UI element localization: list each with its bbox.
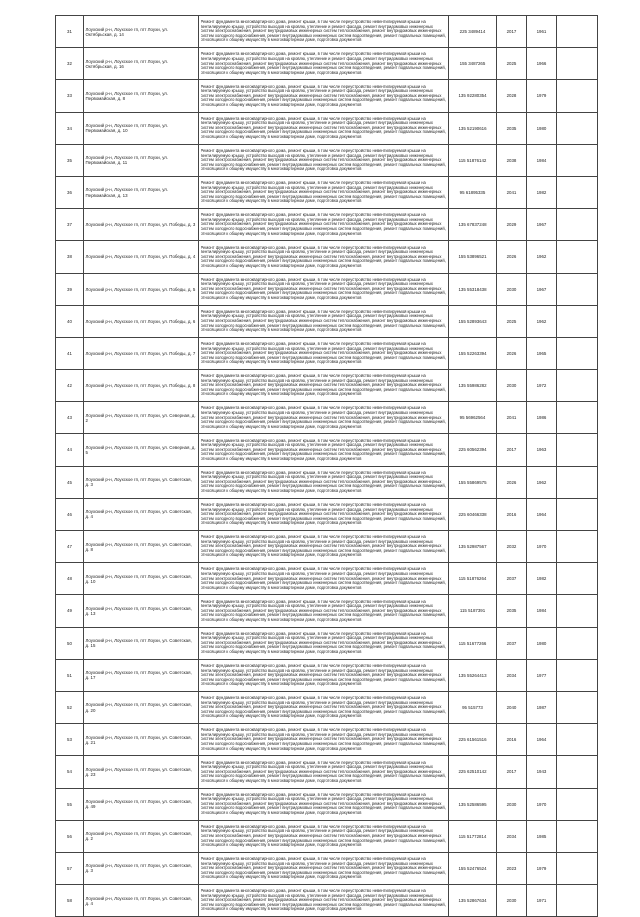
repair-year-cell: 2041	[497, 402, 527, 434]
built-year-cell: 1970	[527, 788, 557, 820]
works-cell	[199, 337, 449, 369]
row-number: 56	[56, 820, 84, 852]
works-cell	[199, 466, 449, 498]
works-text: Ремонт фундамента многоквартирного дома, ремонт крыши, в том числе переустройство невентилируемой крыши на вентилируемую крышу, устройство выходов на кровлю, утепление и ремонт фасада, ремонт внутридомовых инженерных систем электроснабжения, ремонт внутридомовых инженерных систем теплоснабжения, ремонт внутридомовых инженерных систем холодного водоснабжения, ремонт внутридомовых инженерных систем водоотведения, ремонт подвальных помещений, относящихся к общему имуществу в многоквартирном доме, подготовка документов	[200, 663, 446, 687]
row-number: 52	[56, 691, 84, 723]
works-text: Ремонт фундамента многоквартирного дома, ремонт крыши, в том числе переустройство невентилируемой крыши на вентилируемую крышу, устройство выходов на кровлю, утепление и ремонт фасада, ремонт внутридомовых инженерных систем электроснабжения, ремонт внутридомовых инженерных систем теплоснабжения, ремонт внутридомовых инженерных систем холодного водоснабжения, ремонт внутридомовых инженерных систем водоотведения, ремонт подвальных помещений, относящихся к общему имуществу в многоквартирном доме, подготовка документов	[200, 599, 446, 622]
address-cell: Лоухский р-н, Лоухское гп, пгт Лоухи, ул. Советская, д. 23	[84, 756, 199, 788]
repair-year-cell: 2026	[497, 466, 527, 498]
works-cell	[199, 691, 449, 723]
works-cell	[199, 820, 449, 852]
address-cell: Лоухский р-н, Лоухское гп, пгт Лоухи, ул. Октябрьская, д. 16	[84, 48, 199, 80]
empty-cell	[557, 498, 598, 530]
built-year-cell: 1962	[527, 305, 557, 337]
repair-year-cell: 2037	[497, 563, 527, 595]
row-number: 58	[56, 885, 84, 917]
empty-cell	[557, 144, 598, 176]
works-text: Ремонт фундамента многоквартирного дома, ремонт крыши, в том числе переустройство невентилируемой крыши на вентилируемую крышу, устройство выходов на кровлю, утепление и ремонт фасада, ремонт внутридомовых инженерных систем электроснабжения, ремонт внутридомовых инженерных систем теплоснабжения, ремонт внутридомовых инженерных систем холодного водоснабжения, ремонт внутридомовых инженерных систем водоотведения, ремонт подвальных помещений, относящихся к общему имуществу в многоквартирном доме, подготовка документов	[200, 503, 446, 526]
works-cell	[199, 370, 449, 402]
address-cell: Лоухский р-н, Лоухское гп, пгт Лоухи, ул. Советская, д. 2	[84, 820, 199, 852]
row-number: 41	[56, 337, 84, 369]
repair-year-cell: 2030	[497, 885, 527, 917]
address-cell: Лоухский р-н, Лоухское гп, пгт Лоухи, ул. Победы, д. 4	[84, 241, 199, 273]
row-number: 32	[56, 48, 84, 80]
works-cell	[199, 16, 449, 48]
repair-year-cell: 2017	[497, 16, 527, 48]
built-year-cell: 1963	[527, 434, 557, 466]
row-number: 53	[56, 724, 84, 756]
table-row	[56, 659, 598, 691]
table-row	[56, 16, 598, 48]
repair-year-cell: 2017	[497, 756, 527, 788]
works-text: Ремонт фундамента многоквартирного дома, ремонт крыши, в том числе переустройство невентилируемой крыши на вентилируемую крышу, устройство выходов на кровлю, утепление и ремонт фасада, ремонт внутридомовых инженерных систем электроснабжения, ремонт внутридомовых инженерных систем теплоснабжения, ремонт внутридомовых инженерных систем холодного водоснабжения, ремонт внутридомовых инженерных систем водоотведения, ремонт подвальных помещений, относящихся к общему имуществу в многоквартирном доме, подготовка документов	[200, 84, 446, 107]
repair-year-cell: 2032	[497, 531, 527, 563]
repair-year-cell: 2026	[497, 241, 527, 273]
address-cell: Лоухский р-н, Лоухское гп, пгт Лоухи, ул. Победы, д. 5	[84, 273, 199, 305]
table-row	[56, 531, 598, 563]
works-cell	[199, 112, 449, 144]
built-year-cell: 1970	[527, 531, 557, 563]
row-number: 31	[56, 16, 84, 48]
repair-year-cell: 2034	[497, 659, 527, 691]
cost-cell: 155 53896521	[449, 241, 497, 273]
built-year-cell: 1962	[527, 466, 557, 498]
document-page	[55, 15, 597, 917]
empty-cell	[557, 80, 598, 112]
works-cell	[199, 209, 449, 241]
cost-cell: 115 51876142	[449, 144, 497, 176]
table-row	[56, 852, 598, 884]
row-number: 38	[56, 241, 84, 273]
works-text: Ремонт фундамента многоквартирного дома, ремонт крыши, в том числе переустройство невентилируемой крыши на вентилируемую крышу, устройство выходов на кровлю, утепление и ремонт фасада, ремонт внутридомовых инженерных систем электроснабжения, ремонт внутридомовых инженерных систем теплоснабжения, ремонт внутридомовых инженерных систем холодного водоснабжения, ремонт внутридомовых инженерных систем водоотведения, ремонт подвальных помещений, относящихся к общему имуществу в многоквартирном доме, подготовка документов	[200, 760, 446, 783]
works-cell	[199, 402, 449, 434]
empty-cell	[557, 209, 598, 241]
works-text: Ремонт фундамента многоквартирного дома, ремонт крыши, в том числе переустройство невентилируемой крыши на вентилируемую крышу, устройство выходов на кровлю, утепление и ремонт фасада, ремонт внутридомовых инженерных систем электроснабжения, ремонт внутридомовых инженерных систем теплоснабжения, ремонт внутридомовых инженерных систем холодного водоснабжения, ремонт внутридомовых инженерных систем водоотведения, ремонт подвальных помещений, относящихся к общему имуществу в многоквартирном доме, подготовка документов	[200, 857, 446, 880]
address-cell: Лоухский р-н, Лоухское гп, пгт Лоухи, ул. Советская, д. 20	[84, 691, 199, 723]
address-cell: Лоухский р-н, Лоухское гп, пгт Лоухи, ул. Победы, д. 3	[84, 209, 199, 241]
table-row	[56, 820, 598, 852]
built-year-cell: 1964	[527, 498, 557, 530]
works-text: Ремонт фундамента многоквартирного дома, ремонт крыши, в том числе переустройство невентилируемой крыши на вентилируемую крышу, устройство выходов на кровлю, утепление и ремонт фасада, ремонт внутридомовых инженерных систем электроснабжения, ремонт внутридомовых инженерных систем теплоснабжения, ремонт внутридомовых инженерных систем холодного водоснабжения, ремонт внутридомовых инженерных систем водоотведения, ремонт подвальных помещений, относящихся к общему имуществу в многоквартирном доме, подготовка документов	[200, 52, 446, 75]
works-cell	[199, 48, 449, 80]
cost-cell: 155 3487265	[449, 48, 497, 80]
empty-cell	[557, 402, 598, 434]
works-cell	[199, 144, 449, 176]
empty-cell	[557, 820, 598, 852]
row-number: 34	[56, 112, 84, 144]
address-cell: Лоухский р-н, Лоухское гп, пгт Лоухи, ул. Октябрьская, д. 14	[84, 16, 199, 48]
built-year-cell: 1972	[527, 370, 557, 402]
table-row	[56, 112, 598, 144]
table-row	[56, 434, 598, 466]
row-number: 54	[56, 756, 84, 788]
built-year-cell: 1962	[527, 241, 557, 273]
built-year-cell: 1971	[527, 885, 557, 917]
built-year-cell: 1977	[527, 659, 557, 691]
cost-cell: 135 52190616	[449, 112, 497, 144]
works-text: Ремонт фундамента многоквартирного дома, ремонт крыши, в том числе переустройство невентилируемой крыши на вентилируемую крышу, устройство выходов на кровлю, утепление и ремонт фасада, ремонт внутридомовых инженерных систем электроснабжения, ремонт внутридомовых инженерных систем теплоснабжения, ремонт внутридомовых инженерных систем холодного водоснабжения, ремонт внутридомовых инженерных систем водоотведения, ремонт подвальных помещений, относящихся к общему имуществу в многоквартирном доме, подготовка документов	[200, 181, 446, 204]
cost-cell: 225 61561516	[449, 724, 497, 756]
table-row	[56, 337, 598, 369]
cost-cell: 115 5187391	[449, 595, 497, 627]
repair-year-cell: 2035	[497, 595, 527, 627]
empty-cell	[557, 273, 598, 305]
works-text: Ремонт фундамента многоквартирного дома, ремонт крыши, в том числе переустройство невентилируемой крыши на вентилируемую крышу, устройство выходов на кровлю, утепление и ремонт фасада, ремонт внутридомовых инженерных систем электроснабжения, ремонт внутридомовых инженерных систем теплоснабжения, ремонт внутридомовых инженерных систем холодного водоснабжения, ремонт внутридомовых инженерных систем водоотведения, ремонт подвальных помещений, относящихся к общему имуществу в многоквартирном доме, подготовка документов	[200, 309, 446, 333]
works-text: Ремонт фундамента многоквартирного дома, ремонт крыши, в том числе переустройство невентилируемой крыши на вентилируемую крышу, устройство выходов на кровлю, утепление и ремонт фасада, ремонт внутридомовых инженерных систем электроснабжения, ремонт внутридомовых инженерных систем теплоснабжения, ремонт внутридомовых инженерных систем холодного водоснабжения, ремонт внутридомовых инженерных систем водоотведения, ремонт подвальных помещений, относящихся к общему имуществу в многоквартирном доме, подготовка документов	[200, 567, 446, 590]
repair-year-cell: 2029	[497, 209, 527, 241]
address-cell: Лоухский р-н, Лоухское гп, пгт Лоухи, ул. Первомайская, д. 10	[84, 112, 199, 144]
works-cell	[199, 756, 449, 788]
works-cell	[199, 852, 449, 884]
address-cell: Лоухский р-н, Лоухское гп, пгт Лоухи, ул. Победы, д. 8	[84, 370, 199, 402]
built-year-cell: 1979	[527, 852, 557, 884]
built-year-cell: 1984	[527, 595, 557, 627]
row-number: 55	[56, 788, 84, 820]
table-row	[56, 370, 598, 402]
works-cell	[199, 80, 449, 112]
empty-cell	[557, 852, 598, 884]
capital-repair-table	[55, 15, 598, 917]
built-year-cell: 1967	[527, 209, 557, 241]
cost-cell: 225 62510142	[449, 756, 497, 788]
cost-cell: 155 55869575	[449, 466, 497, 498]
table-row	[56, 691, 598, 723]
works-cell	[199, 563, 449, 595]
works-text: Ремонт фундамента многоквартирного дома, ремонт крыши, в том числе переустройство невентилируемой крыши на вентилируемую крышу, устройство выходов на кровлю, утепление и ремонт фасада, ремонт внутридомовых инженерных систем электроснабжения, ремонт внутридомовых инженерных систем теплоснабжения, ремонт внутридомовых инженерных систем холодного водоснабжения, ремонт внутридомовых инженерных систем водоотведения, ремонт подвальных помещений, относящихся к общему имуществу в многоквартирном доме, подготовка документов	[200, 245, 446, 268]
repair-year-cell: 2025	[497, 305, 527, 337]
cost-cell: 135 52867634	[449, 885, 497, 917]
repair-year-cell: 2017	[497, 434, 527, 466]
repair-year-cell: 2034	[497, 820, 527, 852]
works-text: Ремонт фундамента многоквартирного дома, ремонт крыши, в том числе переустройство невентилируемой крыши на вентилируемую крышу, устройство выходов на кровлю, утепление и ремонт фасада, ремонт внутридомовых инженерных систем электроснабжения, ремонт внутридомовых инженерных систем теплоснабжения, ремонт внутридомовых инженерных систем холодного водоснабжения, ремонт внутридомовых инженерных систем водоотведения, ремонт подвальных помещений, относящихся к общему имуществу в многоквартирном доме, подготовка документов	[200, 470, 446, 494]
empty-cell	[557, 48, 598, 80]
table-row	[56, 627, 598, 659]
table-row	[56, 724, 598, 756]
repair-year-cell: 2025	[497, 48, 527, 80]
empty-cell	[557, 305, 598, 337]
built-year-cell: 1980	[527, 627, 557, 659]
cost-cell: 115 51772814	[449, 820, 497, 852]
repair-year-cell: 2016	[497, 498, 527, 530]
table-row	[56, 788, 598, 820]
cost-cell: 225 60562394	[449, 434, 497, 466]
empty-cell	[557, 434, 598, 466]
empty-cell	[557, 466, 598, 498]
works-cell	[199, 788, 449, 820]
table-row	[56, 241, 598, 273]
row-number: 48	[56, 563, 84, 595]
empty-cell	[557, 595, 598, 627]
works-cell	[199, 273, 449, 305]
works-cell	[199, 531, 449, 563]
address-cell: Лоухский р-н, Лоухское гп, пгт Лоухи, ул. Северная, д. 2	[84, 402, 199, 434]
cost-cell: 115 51876264	[449, 563, 497, 595]
works-text: Ремонт фундамента многоквартирного дома, ремонт крыши, в том числе переустройство невентилируемой крыши на вентилируемую крышу, устройство выходов на кровлю, утепление и ремонт фасада, ремонт внутридомовых инженерных систем электроснабжения, ремонт внутридомовых инженерных систем теплоснабжения, ремонт внутридомовых инженерных систем холодного водоснабжения, ремонт внутридомовых инженерных систем водоотведения, ремонт подвальных помещений, относящихся к общему имуществу в многоквартирном доме, подготовка документов	[200, 20, 446, 43]
cost-cell: 135 67837248	[449, 209, 497, 241]
cost-cell: 135 55318438	[449, 273, 497, 305]
works-cell	[199, 595, 449, 627]
address-cell: Лоухский р-н, Лоухское гп, пгт Лоухи, ул. Первомайская, д. 13	[84, 176, 199, 208]
row-number: 42	[56, 370, 84, 402]
built-year-cell: 1965	[527, 337, 557, 369]
address-cell: Лоухский р-н, Лоухское гп, пгт Лоухи, ул. Советская, д. 49	[84, 788, 199, 820]
empty-cell	[557, 756, 598, 788]
empty-cell	[557, 370, 598, 402]
table-row	[56, 466, 598, 498]
row-number: 57	[56, 852, 84, 884]
address-cell: Лоухский р-н, Лоухское гп, пгт Лоухи, ул. Советская, д. 8	[84, 531, 199, 563]
row-number: 37	[56, 209, 84, 241]
cost-cell: 155 52476524	[449, 852, 497, 884]
address-cell: Лоухский р-н, Лоухское гп, пгт Лоухи, ул. Победы, д. 7	[84, 337, 199, 369]
row-number: 36	[56, 176, 84, 208]
repair-year-cell: 2038	[497, 144, 527, 176]
built-year-cell: 1984	[527, 144, 557, 176]
works-text: Ремонт фундамента многоквартирного дома, ремонт крыши, в том числе переустройство невентилируемой крыши на вентилируемую крышу, устройство выходов на кровлю, утепление и ремонт фасада, ремонт внутридомовых инженерных систем электроснабжения, ремонт внутридомовых инженерных систем теплоснабжения, ремонт внутридомовых инженерных систем холодного водоснабжения, ремонт внутридомовых инженерных систем водоотведения, ремонт подвальных помещений, относящихся к общему имуществу в многоквартирном доме, подготовка документов	[200, 374, 446, 397]
address-cell: Лоухский р-н, Лоухское гп, пгт Лоухи, ул. Советская, д. 13	[84, 595, 199, 627]
address-cell: Лоухский р-н, Лоухское гп, пгт Лоухи, ул. Советская, д. 10	[84, 563, 199, 595]
empty-cell	[557, 691, 598, 723]
cost-cell: 155 52263394	[449, 337, 497, 369]
address-cell: Лоухский р-н, Лоухское гп, пгт Лоухи, ул. Первомайская, д. 11	[84, 144, 199, 176]
works-text: Ремонт фундамента многоквартирного дома, ремонт крыши, в том числе переустройство невентилируемой крыши на вентилируемую крышу, устройство выходов на кровлю, утепление и ремонт фасада, ремонт внутридомовых инженерных систем электроснабжения, ремонт внутридомовых инженерных систем теплоснабжения, ремонт внутридомовых инженерных систем холодного водоснабжения, ремонт внутридомовых инженерных систем водоотведения, ремонт подвальных помещений, относящихся к общему имуществу в многоквартирном доме, подготовка документов	[200, 631, 446, 654]
table-row	[56, 273, 598, 305]
empty-cell	[557, 112, 598, 144]
row-number: 49	[56, 595, 84, 627]
row-number: 50	[56, 627, 84, 659]
built-year-cell: 1961	[527, 16, 557, 48]
empty-cell	[557, 788, 598, 820]
repair-year-cell: 2040	[497, 691, 527, 723]
cost-cell: 95 515773	[449, 691, 497, 723]
table-row	[56, 563, 598, 595]
address-cell: Лоухский р-н, Лоухское гп, пгт Лоухи, ул. Северная, д. 5	[84, 434, 199, 466]
row-number: 40	[56, 305, 84, 337]
cost-cell: 95 61895335	[449, 176, 497, 208]
table-row	[56, 402, 598, 434]
cost-cell: 115 51677266	[449, 627, 497, 659]
works-text: Ремонт фундамента многоквартирного дома, ремонт крыши, в том числе переустройство невентилируемой крыши на вентилируемую крышу, устройство выходов на кровлю, утепление и ремонт фасада, ремонт внутридомовых инженерных систем электроснабжения, ремонт внутридомовых инженерных систем теплоснабжения, ремонт внутридомовых инженерных систем холодного водоснабжения, ремонт внутридомовых инженерных систем водоотведения, ремонт подвальных помещений, относящихся к общему имуществу в многоквартирном доме, подготовка документов	[200, 696, 446, 719]
empty-cell	[557, 627, 598, 659]
empty-cell	[557, 241, 598, 273]
empty-cell	[557, 176, 598, 208]
works-text: Ремонт фундамента многоквартирного дома, ремонт крыши, в том числе переустройство невентилируемой крыши на вентилируемую крышу, устройство выходов на кровлю, утепление и ремонт фасада, ремонт внутридомовых инженерных систем электроснабжения, ремонт внутридомовых инженерных систем теплоснабжения, ремонт внутридомовых инженерных систем холодного водоснабжения, ремонт внутридомовых инженерных систем водоотведения, ремонт подвальных помещений, относящихся к общему имуществу в многоквартирном доме, подготовка документов	[200, 728, 446, 751]
row-number: 44	[56, 434, 84, 466]
cost-cell: 155 52893643	[449, 305, 497, 337]
address-cell: Лоухский р-н, Лоухское гп, пгт Лоухи, ул. Советская, д. 4	[84, 498, 199, 530]
built-year-cell: 1964	[527, 724, 557, 756]
address-cell: Лоухский р-н, Лоухское гп, пгт Лоухи, ул. Советская, д. 21	[84, 724, 199, 756]
table-row	[56, 176, 598, 208]
address-cell: Лоухский р-н, Лоухское гп, пгт Лоухи, ул. Советская, д. 3	[84, 466, 199, 498]
table-row	[56, 80, 598, 112]
repair-year-cell: 2028	[497, 80, 527, 112]
address-cell: Лоухский р-н, Лоухское гп, пгт Лоухи, ул. Советская, д. 4	[84, 885, 199, 917]
repair-year-cell: 2023	[497, 852, 527, 884]
works-cell	[199, 176, 449, 208]
row-number: 43	[56, 402, 84, 434]
empty-cell	[557, 724, 598, 756]
table-row	[56, 498, 598, 530]
works-text: Ремонт фундамента многоквартирного дома, ремонт крыши, в том числе переустройство невентилируемой крыши на вентилируемую крышу, устройство выходов на кровлю, утепление и ремонт фасада, ремонт внутридомовых инженерных систем электроснабжения, ремонт внутридомовых инженерных систем теплоснабжения, ремонт внутридомовых инженерных систем холодного водоснабжения, ремонт внутридомовых инженерных систем водоотведения, ремонт подвальных помещений, относящихся к общему имуществу в многоквартирном доме, подготовка документов	[200, 148, 446, 172]
repair-year-cell: 2030	[497, 788, 527, 820]
cost-cell: 225 3489414	[449, 16, 497, 48]
built-year-cell: 1982	[527, 563, 557, 595]
cost-cell: 135 55264413	[449, 659, 497, 691]
built-year-cell: 1987	[527, 691, 557, 723]
cost-cell: 225 60466338	[449, 498, 497, 530]
repair-year-cell: 2030	[497, 370, 527, 402]
works-cell	[199, 434, 449, 466]
row-number: 51	[56, 659, 84, 691]
built-year-cell: 1967	[527, 273, 557, 305]
repair-year-cell: 2026	[497, 337, 527, 369]
cost-cell: 135 52586595	[449, 788, 497, 820]
cost-cell: 95 56962564	[449, 402, 497, 434]
empty-cell	[557, 337, 598, 369]
built-year-cell: 1943	[527, 756, 557, 788]
built-year-cell: 1986	[527, 402, 557, 434]
works-text: Ремонт фундамента многоквартирного дома, ремонт крыши, в том числе переустройство невентилируемой крыши на вентилируемую крышу, устройство выходов на кровлю, утепление и ремонт фасада, ремонт внутридомовых инженерных систем электроснабжения, ремонт внутридомовых инженерных систем теплоснабжения, ремонт внутридомовых инженерных систем холодного водоснабжения, ремонт внутридомовых инженерных систем водоотведения, ремонт подвальных помещений, относящихся к общему имуществу в многоквартирном доме, подготовка документов	[200, 438, 446, 461]
row-number: 46	[56, 498, 84, 530]
table-row	[56, 209, 598, 241]
table-body	[56, 16, 598, 917]
works-cell	[199, 498, 449, 530]
repair-year-cell: 2030	[497, 273, 527, 305]
row-number: 47	[56, 531, 84, 563]
works-cell	[199, 724, 449, 756]
address-cell: Лоухский р-н, Лоухское гп, пгт Лоухи, ул. Советская, д. 17	[84, 659, 199, 691]
works-text: Ремонт фундамента многоквартирного дома, ремонт крыши, в том числе переустройство невентилируемой крыши на вентилируемую крышу, устройство выходов на кровлю, утепление и ремонт фасада, ремонт внутридомовых инженерных систем электроснабжения, ремонт внутридомовых инженерных систем теплоснабжения, ремонт внутридомовых инженерных систем холодного водоснабжения, ремонт внутридомовых инженерных систем водоотведения, ремонт подвальных помещений, относящихся к общему имуществу в многоквартирном доме, подготовка документов	[200, 535, 446, 558]
row-number: 33	[56, 80, 84, 112]
works-cell	[199, 627, 449, 659]
repair-year-cell: 2035	[497, 112, 527, 144]
works-cell	[199, 885, 449, 917]
works-text: Ремонт фундамента многоквартирного дома, ремонт крыши, в том числе переустройство невентилируемой крыши на вентилируемую крышу, устройство выходов на кровлю, утепление и ремонт фасада, ремонт внутридомовых инженерных систем электроснабжения, ремонт внутридомовых инженерных систем теплоснабжения, ремонт внутридомовых инженерных систем холодного водоснабжения, ремонт внутридомовых инженерных систем водоотведения, ремонт подвальных помещений, относящихся к общему имуществу в многоквартирном доме, подготовка документов	[200, 213, 446, 236]
table-row	[56, 48, 598, 80]
built-year-cell: 1979	[527, 80, 557, 112]
built-year-cell: 1980	[527, 112, 557, 144]
works-text: Ремонт фундамента многоквартирного дома, ремонт крыши, в том числе переустройство невентилируемой крыши на вентилируемую крышу, устройство выходов на кровлю, утепление и ремонт фасада, ремонт внутридомовых инженерных систем электроснабжения, ремонт внутридомовых инженерных систем теплоснабжения, ремонт внутридомовых инженерных систем холодного водоснабжения, ремонт внутридомовых инженерных систем водоотведения, ремонт подвальных помещений, относящихся к общему имуществу в многоквартирном доме, подготовка документов	[200, 792, 446, 815]
works-text: Ремонт фундамента многоквартирного дома, ремонт крыши, в том числе переустройство невентилируемой крыши на вентилируемую крышу, устройство выходов на кровлю, утепление и ремонт фасада, ремонт внутридомовых инженерных систем электроснабжения, ремонт внутридомовых инженерных систем теплоснабжения, ремонт внутридомовых инженерных систем холодного водоснабжения, ремонт внутридомовых инженерных систем водоотведения, ремонт подвальных помещений, относящихся к общему имуществу в многоквартирном доме, подготовка документов	[200, 889, 446, 912]
row-number: 45	[56, 466, 84, 498]
row-number: 39	[56, 273, 84, 305]
empty-cell	[557, 531, 598, 563]
works-text: Ремонт фундамента многоквартирного дома, ремонт крыши, в том числе переустройство невентилируемой крыши на вентилируемую крышу, устройство выходов на кровлю, утепление и ремонт фасада, ремонт внутридомовых инженерных систем электроснабжения, ремонт внутридомовых инженерных систем теплоснабжения, ремонт внутридомовых инженерных систем холодного водоснабжения, ремонт внутридомовых инженерных систем водоотведения, ремонт подвальных помещений, относящихся к общему имуществу в многоквартирном доме, подготовка документов	[200, 116, 446, 139]
empty-cell	[557, 563, 598, 595]
repair-year-cell: 2037	[497, 627, 527, 659]
empty-cell	[557, 659, 598, 691]
address-cell: Лоухский р-н, Лоухское гп, пгт Лоухи, ул. Советская, д. 3	[84, 852, 199, 884]
cost-cell: 135 92280354	[449, 80, 497, 112]
works-cell	[199, 241, 449, 273]
built-year-cell: 1985	[527, 820, 557, 852]
works-cell	[199, 305, 449, 337]
works-text: Ремонт фундамента многоквартирного дома, ремонт крыши, в том числе переустройство невентилируемой крыши на вентилируемую крышу, устройство выходов на кровлю, утепление и ремонт фасада, ремонт внутридомовых инженерных систем электроснабжения, ремонт внутридомовых инженерных систем теплоснабжения, ремонт внутридомовых инженерных систем холодного водоснабжения, ремонт внутридомовых инженерных систем водоотведения, ремонт подвальных помещений, относящихся к общему имуществу в многоквартирном доме, подготовка документов	[200, 277, 446, 300]
repair-year-cell: 2016	[497, 724, 527, 756]
address-cell: Лоухский р-н, Лоухское гп, пгт Лоухи, ул. Советская, д. 15	[84, 627, 199, 659]
table-row	[56, 756, 598, 788]
cost-cell: 135 52987567	[449, 531, 497, 563]
built-year-cell: 1982	[527, 176, 557, 208]
empty-cell	[557, 16, 598, 48]
cost-cell: 135 55986282	[449, 370, 497, 402]
works-text: Ремонт фундамента многоквартирного дома, ремонт крыши, в том числе переустройство невентилируемой крыши на вентилируемую крышу, устройство выходов на кровлю, утепление и ремонт фасада, ремонт внутридомовых инженерных систем электроснабжения, ремонт внутридомовых инженерных систем теплоснабжения, ремонт внутридомовых инженерных систем холодного водоснабжения, ремонт внутридомовых инженерных систем водоотведения, ремонт подвальных помещений, относящихся к общему имуществу в многоквартирном доме, подготовка документов	[200, 824, 446, 848]
address-cell: Лоухский р-н, Лоухское гп, пгт Лоухи, ул. Первомайская, д. 8	[84, 80, 199, 112]
table-row	[56, 305, 598, 337]
works-text: Ремонт фундамента многоквартирного дома, ремонт крыши, в том числе переустройство невентилируемой крыши на вентилируемую крышу, устройство выходов на кровлю, утепление и ремонт фасада, ремонт внутридомовых инженерных систем электроснабжения, ремонт внутридомовых инженерных систем теплоснабжения, ремонт внутридомовых инженерных систем холодного водоснабжения, ремонт внутридомовых инженерных систем водоотведения, ремонт подвальных помещений, относящихся к общему имуществу в многоквартирном доме, подготовка документов	[200, 342, 446, 365]
repair-year-cell: 2041	[497, 176, 527, 208]
table-row	[56, 885, 598, 917]
built-year-cell: 1966	[527, 48, 557, 80]
works-text: Ремонт фундамента многоквартирного дома, ремонт крыши, в том числе переустройство невентилируемой крыши на вентилируемую крышу, устройство выходов на кровлю, утепление и ремонт фасада, ремонт внутридомовых инженерных систем электроснабжения, ремонт внутридомовых инженерных систем теплоснабжения, ремонт внутридомовых инженерных систем холодного водоснабжения, ремонт внутридомовых инженерных систем водоотведения, ремонт подвальных помещений, относящихся к общему имуществу в многоквартирном доме, подготовка документов	[200, 406, 446, 429]
table-row	[56, 144, 598, 176]
table-row	[56, 595, 598, 627]
empty-cell	[557, 885, 598, 917]
address-cell: Лоухский р-н, Лоухское гп, пгт Лоухи, ул. Победы, д. 6	[84, 305, 199, 337]
works-cell	[199, 659, 449, 691]
row-number: 35	[56, 144, 84, 176]
